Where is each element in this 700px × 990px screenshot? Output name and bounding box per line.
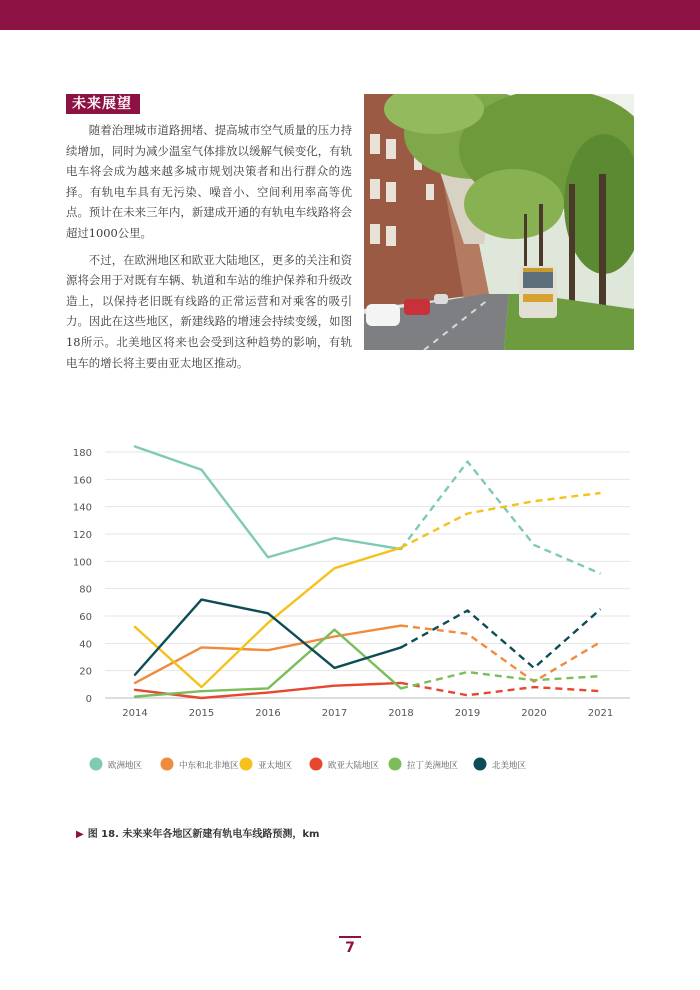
y-tick-label: 80	[79, 584, 92, 596]
data-point	[400, 682, 402, 684]
data-point	[200, 646, 202, 648]
data-point	[599, 690, 601, 692]
y-tick-label: 40	[79, 639, 92, 651]
y-axis	[73, 448, 92, 705]
grid	[105, 452, 630, 698]
x-tick-label: 2014	[122, 708, 148, 719]
legend-marker	[240, 758, 253, 771]
data-point	[134, 674, 136, 676]
line-chart	[60, 430, 640, 800]
data-point	[466, 633, 468, 635]
data-point	[466, 671, 468, 673]
x-tick-label: 2018	[388, 708, 414, 719]
x-tick-label: 2021	[587, 708, 614, 719]
header-bar	[0, 0, 700, 30]
data-point	[134, 689, 136, 691]
data-point	[200, 686, 202, 688]
figure-caption	[76, 825, 319, 840]
data-point	[333, 567, 335, 569]
data-point	[599, 492, 601, 494]
series	[134, 445, 602, 699]
data-point	[200, 469, 202, 471]
data-point	[267, 687, 269, 689]
y-tick-label: 120	[72, 530, 92, 541]
data-point	[134, 695, 136, 697]
data-point	[466, 460, 468, 462]
page-number-text: 7	[345, 940, 355, 956]
legend	[90, 758, 527, 772]
data-point	[533, 679, 535, 681]
legend-label: 中东和北非地区	[179, 761, 239, 771]
data-point	[400, 624, 402, 626]
x-axis	[122, 708, 613, 719]
series-line-forecast	[401, 672, 601, 688]
data-point	[400, 687, 402, 689]
y-tick-label: 160	[72, 475, 92, 487]
x-tick-label: 2015	[188, 708, 215, 719]
series-line-actual	[135, 683, 401, 698]
data-point	[533, 500, 535, 502]
data-point	[533, 686, 535, 688]
caption-text: 图 18. 未来来年各地区新建有轨电车线路预测，km	[87, 829, 320, 840]
series-line-forecast	[401, 462, 601, 574]
series-line-forecast	[401, 683, 601, 695]
data-point	[333, 628, 335, 630]
paragraph-1: 随着治理城市道路拥堵、提高城市空气质量的压力持续增加，同时为减少温室气体排放以缓解气候变化，有轨电车将会成为越来越多城市规划决策者和出行群众的选择。有轨电车具有无污染、噪音小、空间利用率高等优点。预计在未来三年内，新建成开通的有轨电车线路将会超过1000公里。	[66, 123, 352, 240]
paragraph-2: 不过，在欧洲地区和欧亚大陆地区，更多的关注和资源将会用于对既有车辆、轨道和车站的维护保养和升级改造上，以保持老旧既有线路的正常运营和对乘客的吸引力。因此在这些地区，新建线路的增速会持续变缓，如图18所示。北美地区将来也会受到这种趋势的影响，有轨电车的增长将主要由亚太地区推动。	[66, 252, 352, 370]
y-tick-label: 0	[85, 694, 92, 705]
data-point	[533, 544, 535, 546]
tram-street-photo	[364, 94, 634, 350]
x-tick-label: 2017	[321, 708, 348, 719]
legend-marker	[310, 758, 323, 771]
data-point	[200, 598, 202, 600]
data-point	[333, 685, 335, 687]
series-line-actual	[135, 548, 401, 687]
data-point	[267, 556, 269, 558]
legend-label: 欧亚大陆地区	[328, 761, 380, 771]
legend-label: 欧洲地区	[108, 761, 143, 771]
data-point	[267, 691, 269, 693]
legend-label: 北美地区	[492, 761, 527, 771]
data-point	[200, 690, 202, 692]
data-point	[333, 537, 335, 539]
y-tick-label: 180	[72, 448, 92, 459]
data-point	[466, 694, 468, 696]
data-point	[200, 697, 202, 699]
data-point	[333, 667, 335, 669]
y-tick-label: 100	[72, 557, 92, 569]
data-point	[267, 622, 269, 624]
data-point	[599, 675, 601, 677]
data-point	[466, 512, 468, 514]
data-point	[333, 635, 335, 637]
series-line-forecast	[401, 626, 601, 682]
series-line-forecast	[401, 493, 601, 548]
data-point	[134, 626, 136, 628]
data-point	[134, 682, 136, 684]
data-point	[533, 667, 535, 669]
data-point	[267, 612, 269, 614]
legend-marker	[90, 758, 103, 771]
legend-marker	[474, 758, 487, 771]
x-tick-label: 2019	[454, 708, 481, 719]
data-point	[400, 546, 402, 548]
legend-marker	[389, 758, 402, 771]
caption-triangle-icon: ▶	[76, 829, 84, 840]
y-tick-label: 60	[79, 612, 92, 623]
series-line-actual	[135, 447, 401, 558]
data-point	[400, 646, 402, 648]
data-point	[599, 608, 601, 610]
y-tick-label: 140	[72, 502, 92, 514]
section-title: 未来展望	[66, 94, 140, 114]
x-tick-label: 2020	[521, 708, 547, 719]
data-point	[267, 649, 269, 651]
page-number-rule	[339, 936, 361, 938]
data-point	[599, 572, 601, 574]
legend-label: 拉丁美洲地区	[407, 761, 459, 771]
x-tick-label: 2016	[255, 708, 281, 719]
body-text	[66, 120, 352, 379]
legend-label: 亚太地区	[258, 761, 293, 771]
legend-marker	[161, 758, 174, 771]
y-tick-label: 20	[79, 666, 92, 678]
page-number	[320, 936, 380, 956]
data-point	[466, 609, 468, 611]
data-point	[599, 641, 601, 643]
data-point	[134, 445, 136, 447]
